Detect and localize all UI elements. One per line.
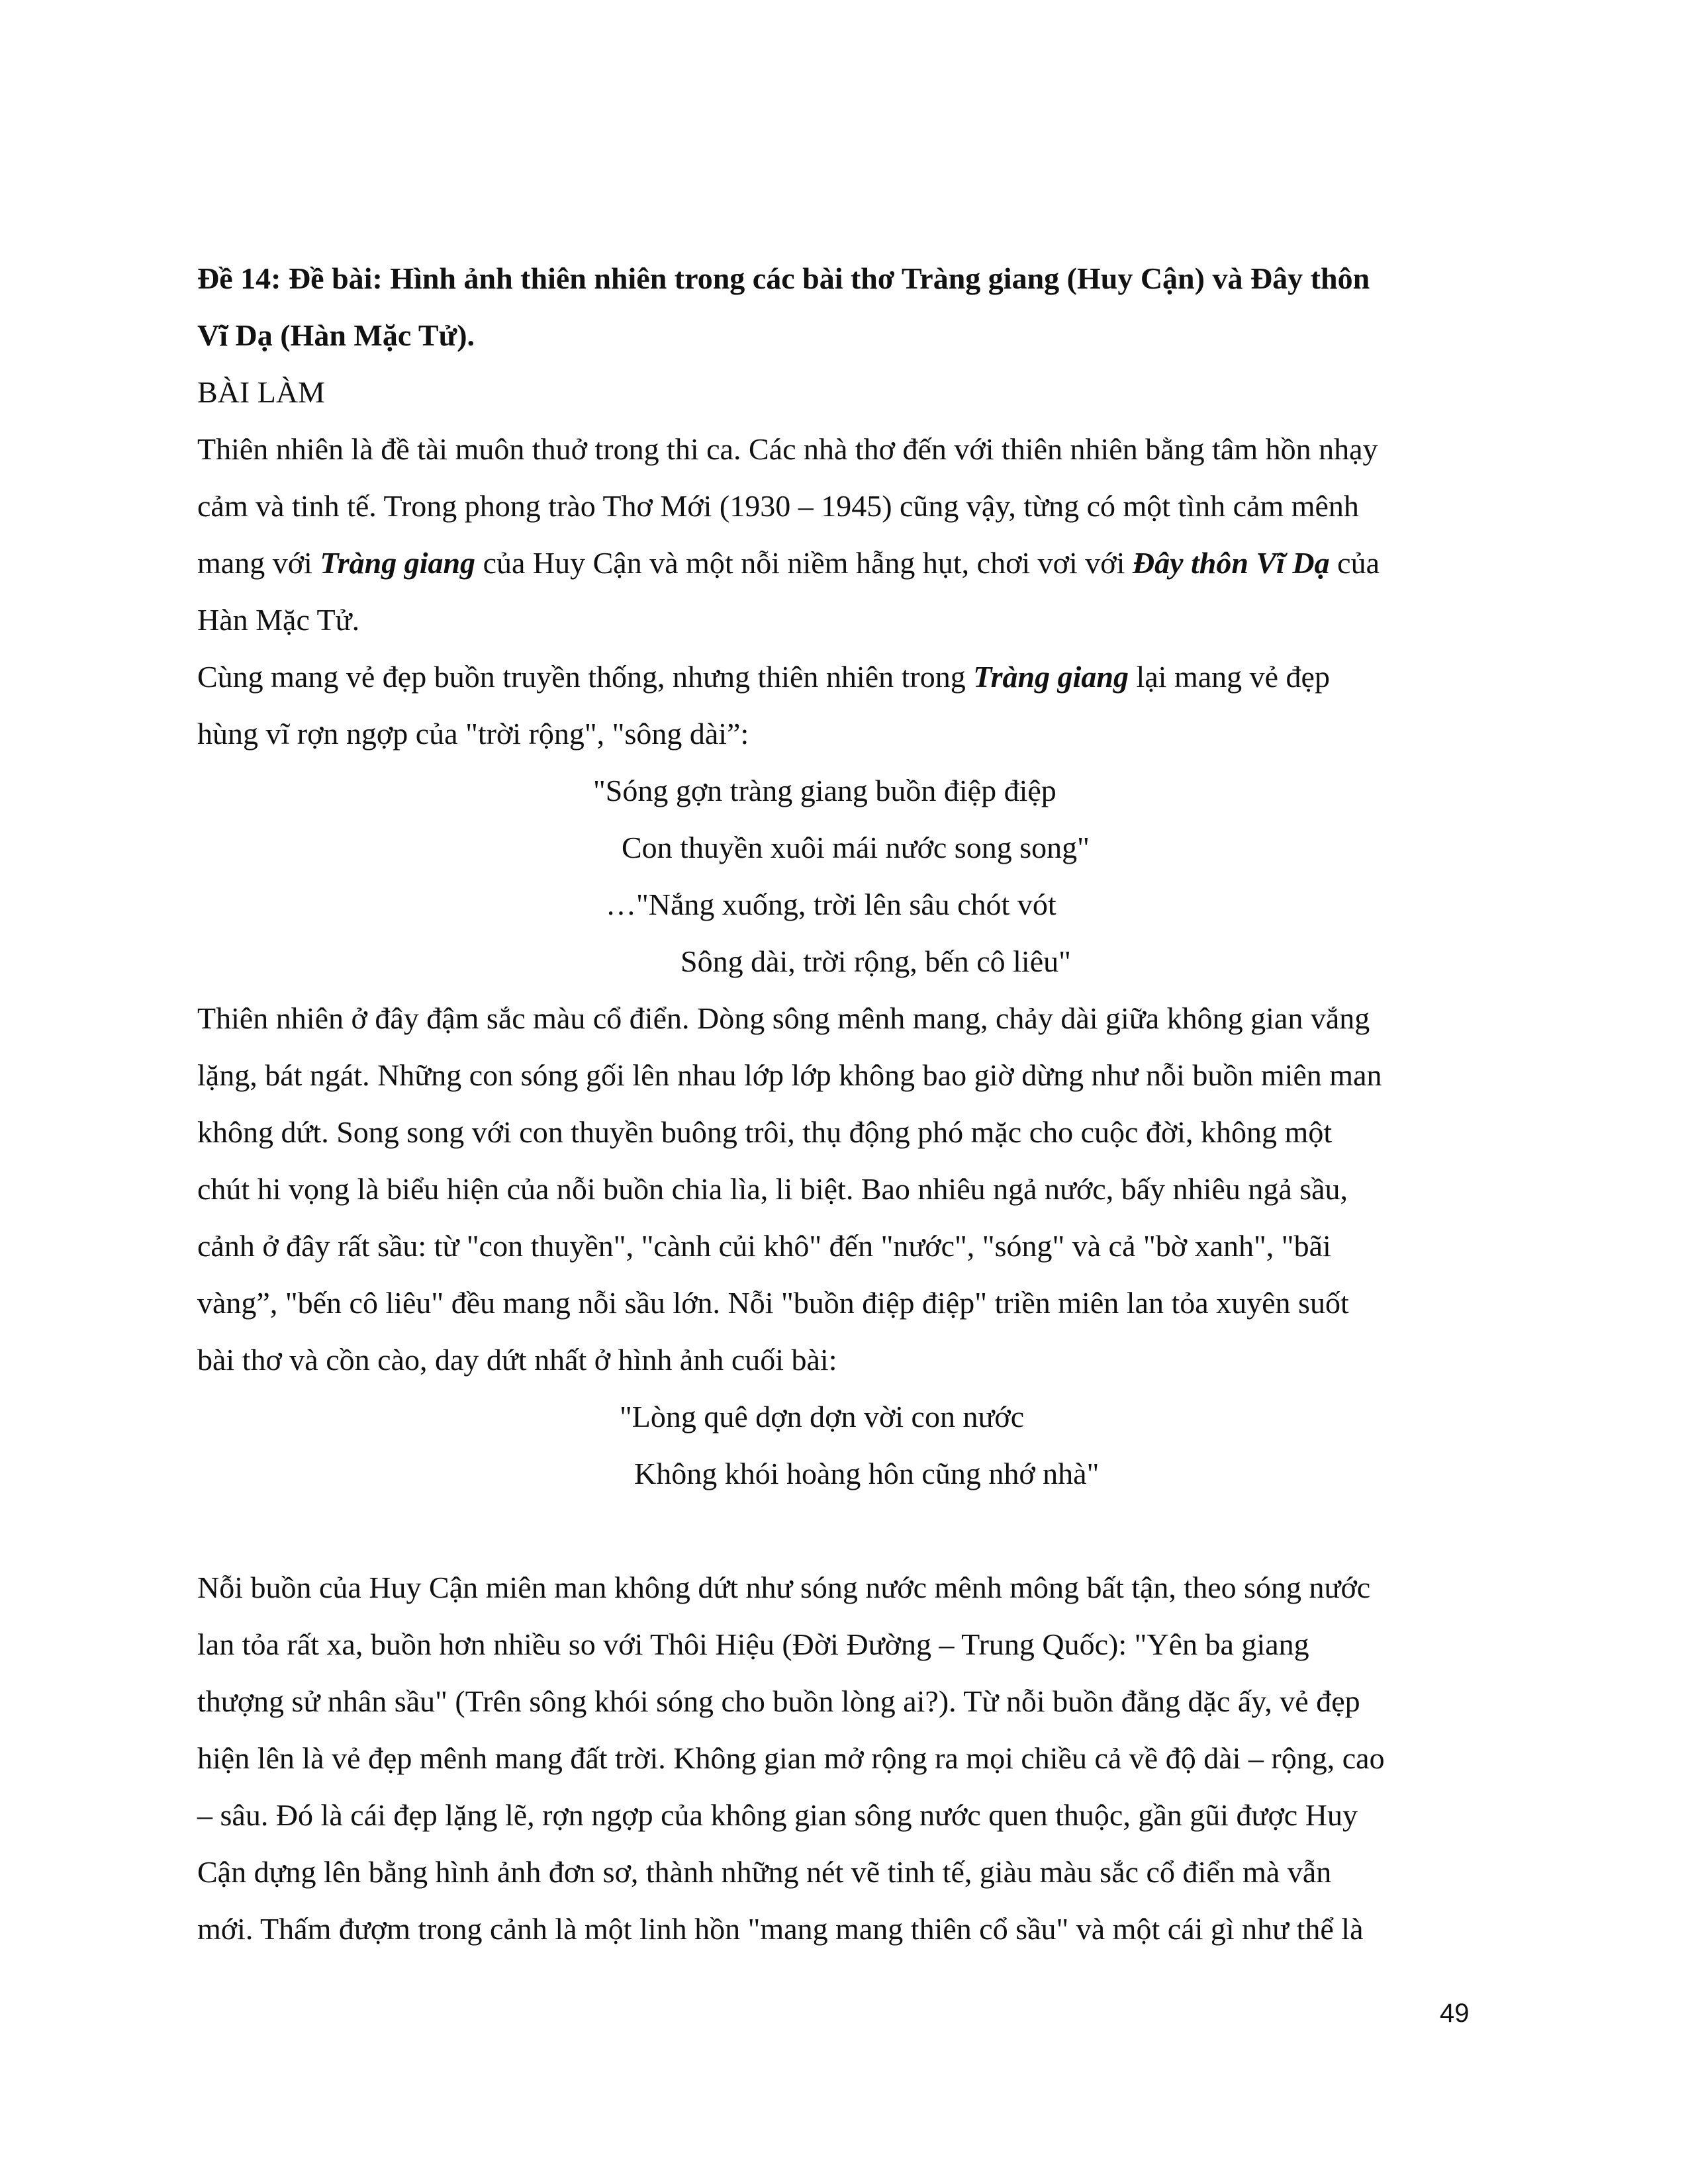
essay-title-line-1: Đề 14: Đề bài: Hình ảnh thiên nhiên trong các bài thơ Tràng giang (Huy Cận) và Đây thôn <box>197 261 1370 295</box>
para1-text: của <box>1329 546 1380 580</box>
poem2-line-1: "Lòng quê dợn dợn vời con nước <box>620 1400 1025 1433</box>
para2-line-1 <box>197 649 1493 705</box>
para3-line-4: chút hi vọng là biểu hiện của nỗi buồn chia lìa, li biệt. Bao nhiêu ngả nước, bấy nhiêu ngả sầu, <box>197 1172 1348 1206</box>
para4-line-1: Nỗi buồn của Huy Cận miên man không dứt như sóng nước mênh mông bất tận, theo sóng nước <box>197 1570 1371 1604</box>
document-body <box>197 250 1493 1958</box>
para1-text: mang với <box>197 546 320 580</box>
work-title-day-thon-vi-da: Đây thôn Vĩ Dạ <box>1132 546 1330 580</box>
para4-line-5: – sâu. Đó là cái đẹp lặng lẽ, rợn ngợp của không gian sông nước quen thuộc, gần gũi được Huy <box>197 1798 1358 1832</box>
para2-line-2: hùng vĩ rợn ngợp của "trời rộng", "sông dài”: <box>197 717 749 751</box>
essay-heading: BÀI LÀM <box>197 375 325 409</box>
poem1-line-2: Con thuyền xuôi mái nước song song" <box>622 831 1090 864</box>
blank-line <box>197 1502 1493 1559</box>
para3-line-7: bài thơ và cồn cào, day dứt nhất ở hình ảnh cuối bài: <box>197 1343 837 1377</box>
para4-line-3: thượng sử nhân sầu" (Trên sông khói sóng cho buồn lòng ai?). Từ nỗi buồn đằng dặc ấy, vẻ đẹp <box>197 1684 1360 1718</box>
para1-line-4: Hàn Mặc Tử. <box>197 603 360 637</box>
para3-line-5: cảnh ở đây rất sầu: từ "con thuyền", "cành củi khô" đến "nước", "sóng" và cả "bờ xanh", "bãi <box>197 1229 1331 1263</box>
para3-line-3: không dứt. Song song với con thuyền buông trôi, thụ động phó mặc cho cuộc đời, không một <box>197 1115 1333 1149</box>
para3-line-6: vàng”, "bến cô liêu" đều mang nỗi sầu lớn. Nỗi "buồn điệp điệp" triền miên lan tỏa xuyên suốt <box>197 1286 1349 1320</box>
para3-line-1: Thiên nhiên ở đây đậm sắc màu cổ điển. Dòng sông mênh mang, chảy dài giữa không gian vắng <box>197 1001 1370 1035</box>
para1-line-1: Thiên nhiên là đề tài muôn thuở trong thi ca. Các nhà thơ đến với thiên nhiên bằng tâm hồn nhạy <box>197 432 1378 466</box>
para4-line-7: mới. Thấm đượm trong cảnh là một linh hồn "mang mang thiên cổ sầu" và một cái gì như thể là <box>197 1912 1364 1946</box>
para1-text: của Huy Cận và một nỗi niềm hẫng hụt, chơi vơi với <box>475 546 1133 580</box>
para4-line-4: hiện lên là vẻ đẹp mênh mang đất trời. Không gian mở rộng ra mọi chiều cả về độ dài – rộng, cao <box>197 1741 1385 1775</box>
poem1-line-3: …"Nắng xuống, trời lên sâu chót vót <box>606 887 1056 921</box>
para4-line-2: lan tỏa rất xa, buồn hơn nhiều so với Thôi Hiệu (Đời Đường – Trung Quốc): "Yên ba giang <box>197 1627 1309 1661</box>
work-title-trang-giang: Tràng giang <box>320 546 476 580</box>
para2-text: Cùng mang vẻ đẹp buồn truyền thống, nhưng thiên nhiên trong <box>197 660 974 694</box>
work-title-trang-giang: Tràng giang <box>973 660 1129 694</box>
poem1-line-1: "Sóng gợn tràng giang buồn điệp điệp <box>593 774 1056 807</box>
essay-title-line-2: Vĩ Dạ (Hàn Mặc Tử). <box>197 318 475 352</box>
page-number: 49 <box>1440 1999 1470 2028</box>
para2-text: lại mang vẻ đẹp <box>1128 660 1330 694</box>
para1-line-3 <box>197 535 1493 592</box>
para4-line-6: Cận dựng lên bằng hình ảnh đơn sơ, thành những nét vẽ tinh tế, giàu màu sắc cổ điển mà vẫn <box>197 1855 1332 1889</box>
para1-line-2: cảm và tinh tế. Trong phong trào Thơ Mới (1930 – 1945) cũng vậy, từng có một tình cảm mênh <box>197 489 1359 523</box>
poem1-line-4: Sông dài, trời rộng, bến cô liêu" <box>680 944 1071 978</box>
para3-line-2: lặng, bát ngát. Những con sóng gối lên nhau lớp lớp không bao giờ dừng như nỗi buồn miên man <box>197 1058 1382 1092</box>
poem2-line-2: Không khói hoàng hôn cũng nhớ nhà" <box>634 1457 1100 1490</box>
